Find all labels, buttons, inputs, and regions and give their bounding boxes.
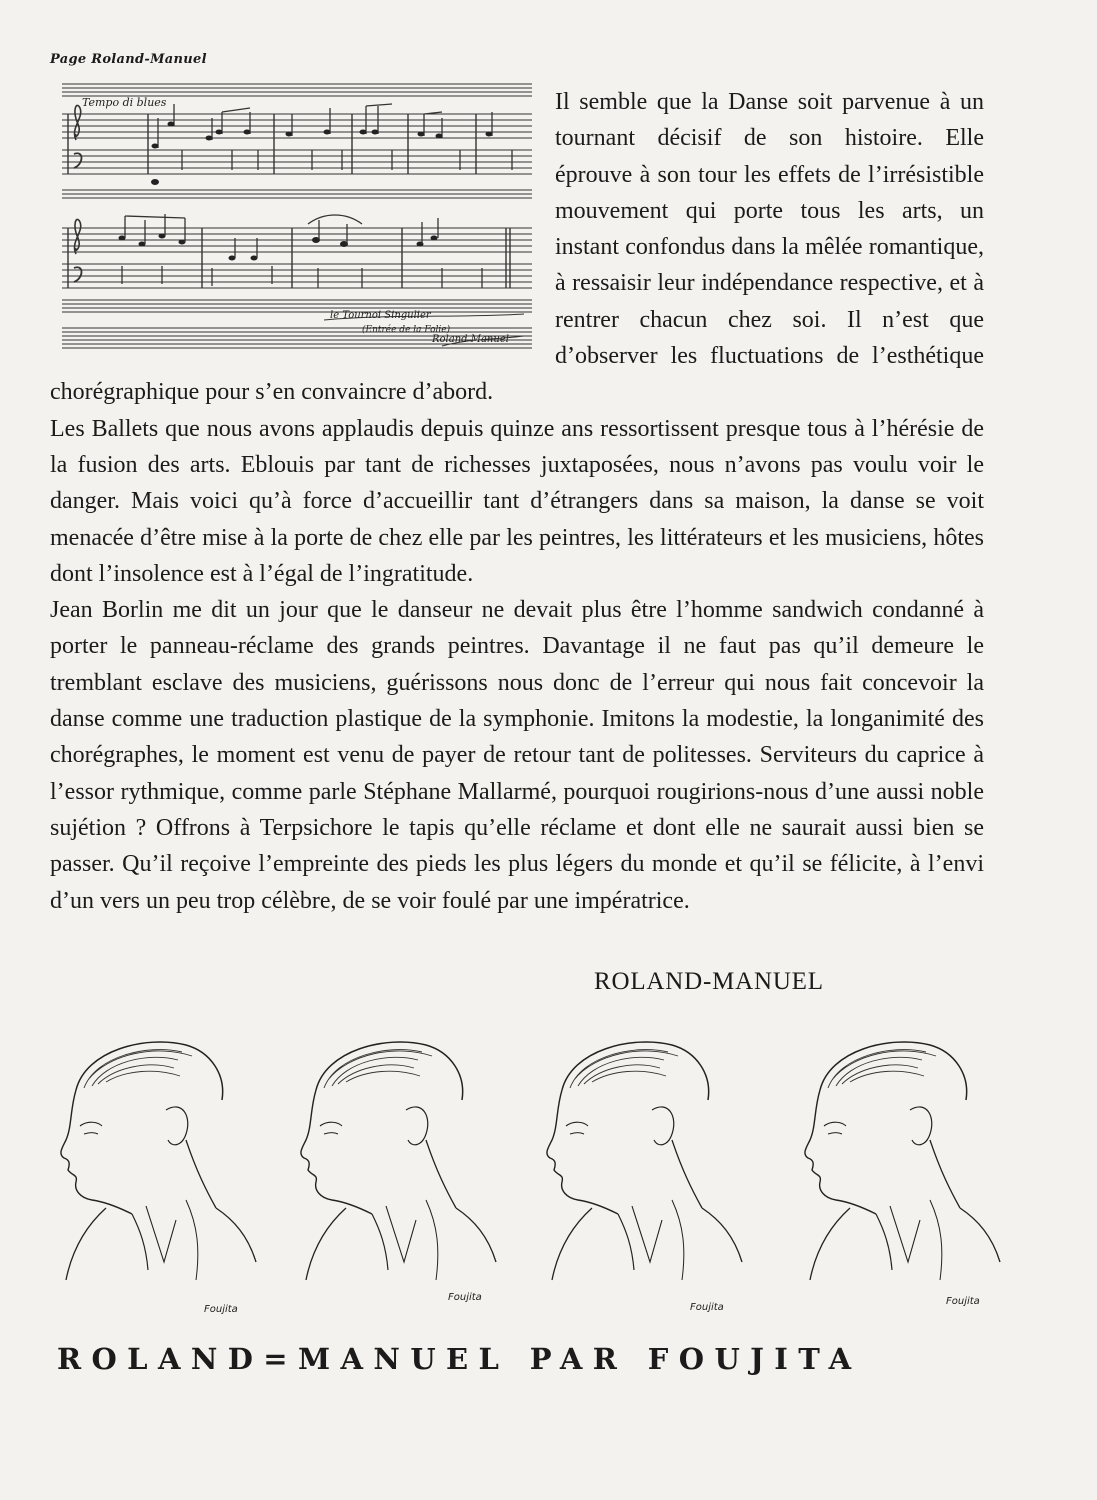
score-tempo-marking: Tempo di blues [82, 96, 167, 109]
artist-signature-2: Foujita [448, 1292, 482, 1303]
article-body [50, 84, 984, 919]
score-dedication-title: le Tournoi Singulier [330, 310, 431, 321]
portrait-2 [301, 1042, 496, 1280]
paragraph-3: Jean Borlin me dit un jour que le danseur ne devait plus être l’homme sandwich condanné à porter le panneau-réclame des grands peintres. Davantage il ne faut pas qu’il demeure le tremblant esclave des musiciens, guérissons nous donc de l’erreur qui nous fait concevoir la danse comme une traduction plastique de la symphonie. Imitons la modestie, la longanimité des chorégraphes, le moment est venu de payer de retour tant de politesses. Serviteurs du caprice à l’essor rythmique, comme parle Stéphane Mallarmé, pourquoi rougirions-nous d’une aussi noble sujétion ? Offrons à Terpsichore le tapis qu’elle réclame et dont elle ne saurait aussi bien se passer. Qu’il reçoive l’empreinte des pieds les plus légers du monde et qu’il se félicite, à l’envi d’un vers un peu trop célèbre, de se voir foulé par une impératrice. [50, 597, 984, 914]
portrait-3 [547, 1042, 742, 1280]
score-composer-signature: Roland Manuel [432, 334, 509, 345]
score-float-spacer [50, 84, 555, 366]
author-signature: ROLAND-MANUEL [594, 968, 824, 995]
artist-signature-3: Foujita [690, 1302, 724, 1313]
portrait-4 [805, 1042, 1000, 1280]
portrait-drawings [36, 1030, 1036, 1330]
running-title: Page Roland-Manuel [50, 52, 207, 67]
portrait-caption: ROLAND=MANUEL PAR FOUJITA [57, 1342, 862, 1376]
paragraph-1: Il semble que la Danse soit parvenue à un tournant décisif de son histoire. Elle éprouve à son tour les effets de l’irrésistible mouvement qui porte tous les arts, un instant confondus dans la mêlée romantique, à ressaisir leur indépendance respective, et à rentrer chacun chez soi. Il n’est que d’observer les fluctuations de l’esthétique chorégraphique pour s’en convaincre d’abord. [50, 89, 984, 406]
artist-signature-4: Foujita [946, 1296, 980, 1307]
artist-signature-1: Foujita [204, 1304, 238, 1315]
portrait-1 [61, 1042, 256, 1280]
score-dedication-subtitle: (Entrée de la Folie) [362, 325, 451, 335]
paragraph-2: Les Ballets que nous avons applaudis depuis quinze ans ressortissent presque tous à l’hérésie de la fusion des arts. Eblouis par tant de richesses juxtaposées, nous n’avons pas voulu voir le danger. Mais voici qu’à force d’accueillir tant d’étrangers dans sa maison, la danse se voit menacée d’être mise à la porte de chez elle par les peintres, les littérateurs et les musiciens, hôtes dont l’insolence est à l’égal de l’ingratitude. [50, 415, 984, 587]
